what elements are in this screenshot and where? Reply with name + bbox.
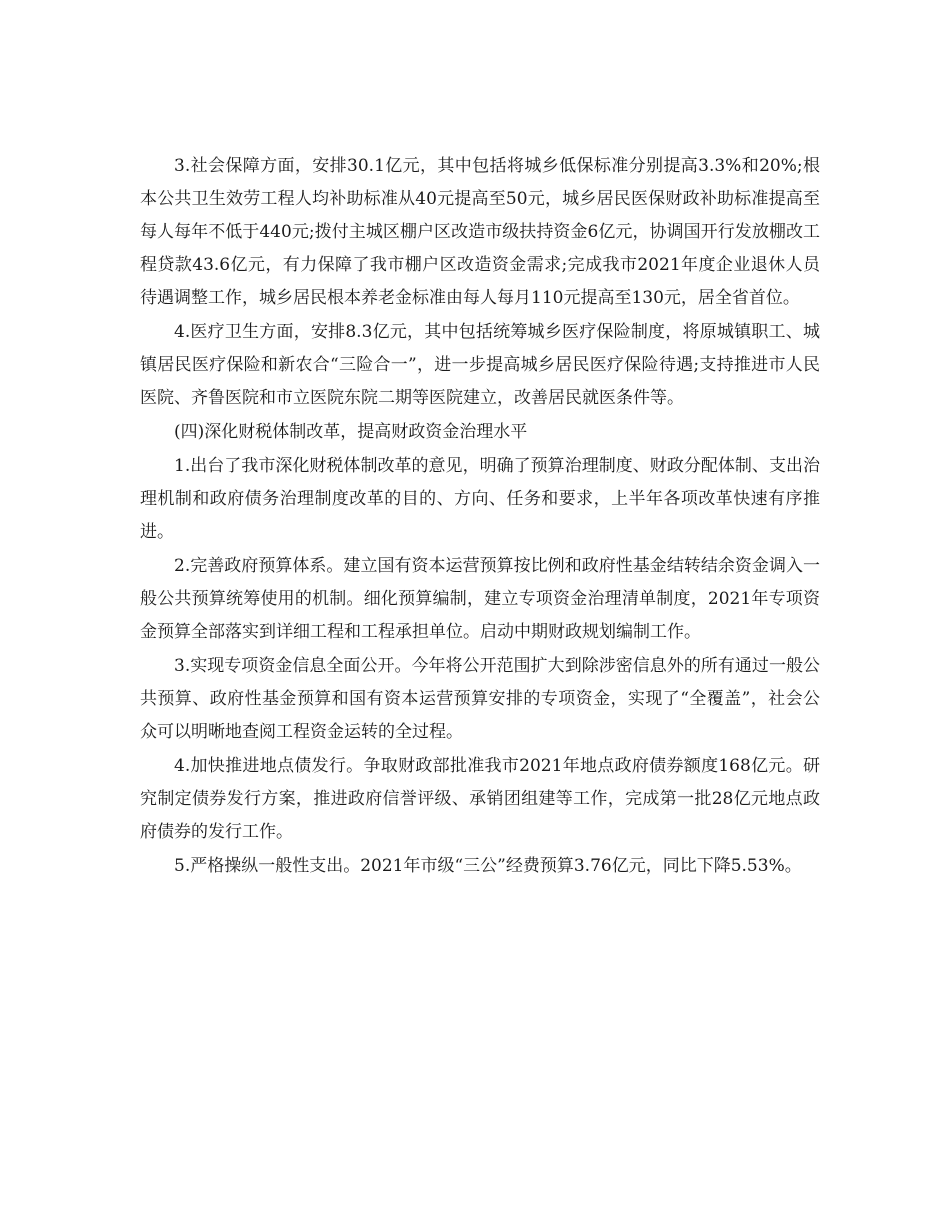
- paragraph-medical-health: 4.医疗卫生方面，安排8.3亿元，其中包括统筹城乡医疗保险制度，将原城镇职工、城镇居民医疗保险和新农合“三险合一”，进一步提高城乡居民医疗保险待遇;支持推进市人民医院、齐鲁医院和市立医院东院二期等医院建立，改善居民就医条件等。: [140, 322, 820, 408]
- paragraph-spending-control: 5.严格操纵一般性支出。2021年市级“三公”经费预算3.76亿元，同比下降5.53%。: [174, 856, 802, 876]
- document-page: [140, 150, 820, 884]
- paragraph-local-bonds: 4.加快推进地点债发行。争取财政部批准我市2021年地点政府债券额度168亿元。研究制定债券发行方案，推进政府信誉评级、承销团组建等工作，完成第一批28亿元地点政府债券的发行工作。: [140, 756, 820, 842]
- paragraph-social-security: 3.社会保障方面，安排30.1亿元，其中包括将城乡低保标准分别提高3.3%和20%;根本公共卫生效劳工程人均补助标准从40元提高至50元，城乡居民医保财政补助标准提高至每人每年不低于440元;拨付主城区棚户区改造市级扶持资金6亿元，协调国开行发放棚改工程贷款43.6亿元，有力保障了我市棚户区改造资金需求;完成我市2021年度企业退休人员待遇调整工作，城乡居民根本养老金标准由每人每月110元提高至130元，居全省首位。: [140, 156, 820, 308]
- section-heading-fiscal-reform: (四)深化财税体制改革，提高财政资金治理水平: [174, 422, 528, 442]
- paragraph-fund-disclosure: 3.实现专项资金信息全面公开。今年将公开范围扩大到除涉密信息外的所有通过一般公共预算、政府性基金预算和国有资本运营预算安排的专项资金，实现了“全覆盖”，社会公众可以明晰地查阅工程资金运转的全过程。: [140, 656, 820, 742]
- paragraph-budget-system: 2.完善政府预算体系。建立国有资本运营预算按比例和政府性基金结转结余资金调入一般公共预算统筹使用的机制。细化预算编制，建立专项资金治理清单制度，2021年专项资金预算全部落实到详细工程和工程承担单位。启动中期财政规划编制工作。: [140, 556, 820, 642]
- paragraph-reform-opinion: 1.出台了我市深化财税体制改革的意见，明确了预算治理制度、财政分配体制、支出治理机制和政府债务治理制度改革的目的、方向、任务和要求，上半年各项改革快速有序推进。: [140, 456, 820, 542]
